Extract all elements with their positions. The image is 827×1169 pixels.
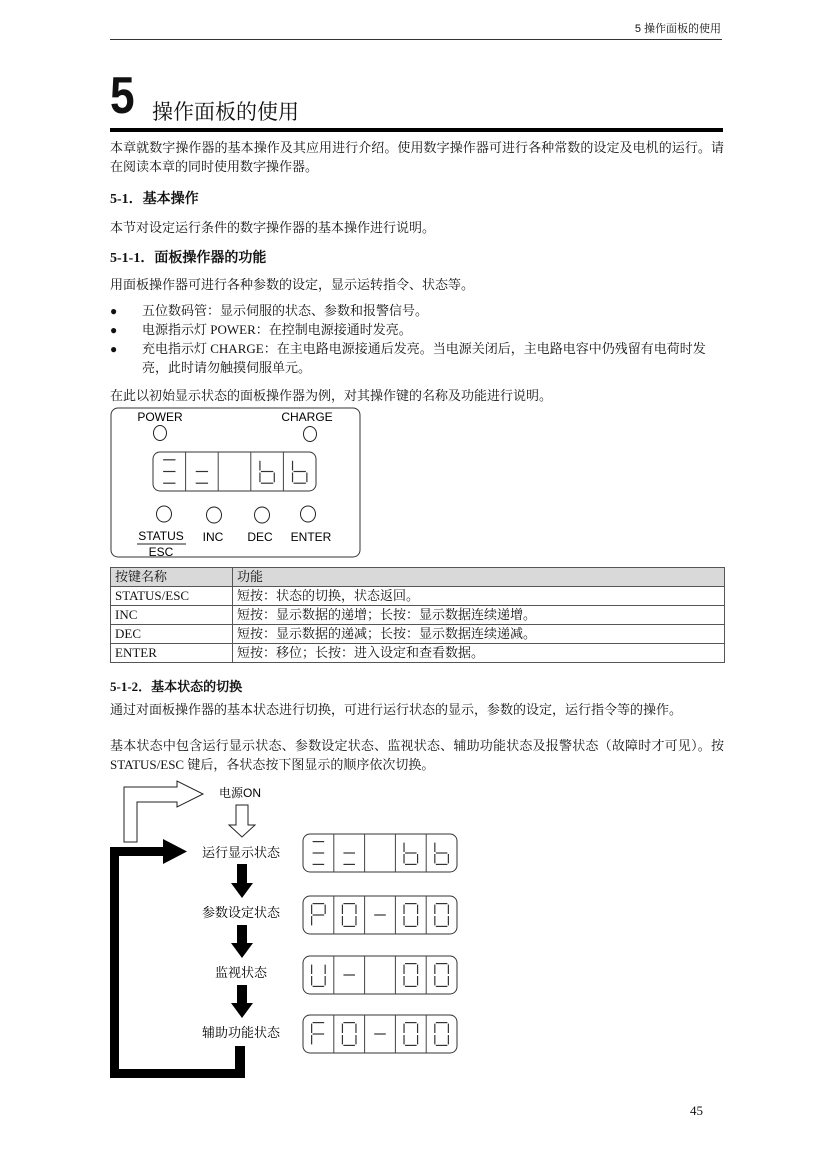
state-label-monitor: 监视状态 [214,965,268,980]
bullet-icon: ● [110,304,118,318]
digit [342,904,356,927]
hollow-down-arrow-icon [229,805,255,837]
digit [313,842,325,865]
digit [343,853,355,864]
dec-key-label: DEC [247,530,273,544]
state-label-auxiliary: 辅助功能状态 [201,1025,281,1040]
inc-key-label: INC [202,530,224,544]
down-arrow-icon [231,925,253,958]
seven-segment-display [153,452,316,491]
section-heading-5-1-1: 5-1-1．面板操作器的功能 [110,251,267,266]
key-name-cell: INC [111,606,233,625]
table-header-cell: 功能 [233,568,725,587]
intro-paragraph: 本章就数字操作器的基本操作及其应用进行介绍。使用数字操作器可进行各种常数的设定及电机的运行。请在阅读本章的同时使用数字操作器。 [110,140,724,174]
down-arrow-icon [231,985,253,1018]
loop-line-bottom [110,1069,245,1078]
digit [312,1023,325,1045]
chapter-title: 操作面板的使用 [152,101,299,124]
table-header-cell: 按键名称 [111,568,233,587]
panel-operator-figure [110,407,362,559]
digit [312,965,326,987]
seven-segment-display [303,834,457,872]
key-function-table [110,567,725,663]
section-5-1-text: 本节对设定运行条件的数字操作器的基本操作进行说明。 [110,220,436,235]
key-name-cell: STATUS/ESC [111,587,233,606]
bullet-icon: ● [110,342,118,356]
dec-key[interactable] [255,507,270,523]
charge-label: CHARGE [281,410,333,424]
esc-key-label: ESC [148,545,174,559]
section-5-1-2-paragraph-2: 基本状态中包含运行显示状态、参数设定状态、监视状态、辅助功能状态及报警状态（故障时才可见）。按 STATUS/ESC 键后，各状态按下图显示的顺序依次切换。 [110,738,724,772]
seven-segment-display [303,896,457,934]
digit [196,472,208,484]
key-function-cell: 短按：移位；长按：进入设定和查看数据。 [233,644,725,663]
power-on-loop-arrow-icon [124,781,203,842]
power-label: POWER [137,410,183,424]
table-row [111,606,725,625]
section-5-1-2-paragraph-1: 通过对面板操作器的基本状态进行切换，可进行运行状态的显示，参数的设定，运行指令等的操作。 [110,702,683,717]
chapter-rule [110,128,723,132]
bullet-icon: ● [110,323,118,337]
enter-key[interactable] [301,506,316,522]
charge-indicator-icon [304,427,317,442]
key-name-cell: ENTER [111,644,233,663]
display-frame [153,452,316,491]
loop-line-right [235,1046,245,1078]
running-header: 5 操作面板的使用 [634,23,721,35]
digit [163,460,175,483]
state-label-parameter: 参数设定状态 [201,905,281,920]
loop-arrowhead-icon [163,839,187,864]
section-heading-5-1-2: 5-1-2．基本状态的切换 [110,679,243,694]
loop-line-top [110,847,165,856]
down-arrow-icon [231,864,253,898]
enter-key-label: ENTER [290,530,332,544]
power-on-label: 电源ON [219,786,262,800]
state-label-run-display: 运行显示状态 [201,845,281,860]
digit [435,964,449,987]
section-heading-5-1: 5-1．基本操作 [110,192,199,207]
status-esc-key[interactable] [157,506,172,522]
display-frame [303,834,457,872]
digit [404,843,418,865]
digit [260,461,274,483]
table-row [111,625,725,644]
digit [312,904,326,926]
display-frame [303,956,457,994]
digit [342,1023,356,1046]
digit [435,843,449,865]
seven-segment-display [303,956,457,994]
seven-segment-display [153,452,316,491]
digit [404,964,418,987]
section-5-1-1-text: 用面板操作器可进行各种参数的设定，显示运转指令、状态等。 [110,277,475,292]
digit [435,904,449,927]
key-function-cell: 短按：显示数据的递减；长按：显示数据连续递减。 [233,625,725,644]
table-row [111,587,725,606]
digit [293,461,307,483]
table-header-row [111,568,725,587]
digit [435,1023,449,1046]
panel-lead-text: 在此以初始显示状态的面板操作器为例，对其操作键的名称及功能进行说明。 [110,388,553,403]
key-function-cell: 短按：状态的切换，状态返回。 [233,587,725,606]
power-indicator-icon [154,426,167,441]
header-rule [110,39,722,40]
state-switching-diagram [105,780,470,1090]
key-name-cell: DEC [111,625,233,644]
key-function-cell: 短按：显示数据的递增；长按：显示数据连续递增。 [233,606,725,625]
inc-key[interactable] [207,507,222,523]
digit [404,904,418,927]
table-row [111,644,725,663]
seven-segment-display [303,1015,457,1053]
loop-line-left [110,847,119,1078]
chapter-number: 5 [110,67,135,125]
status-key-label: STATUS [138,529,184,543]
page-number: 45 [690,1103,703,1118]
digit [404,1023,418,1046]
